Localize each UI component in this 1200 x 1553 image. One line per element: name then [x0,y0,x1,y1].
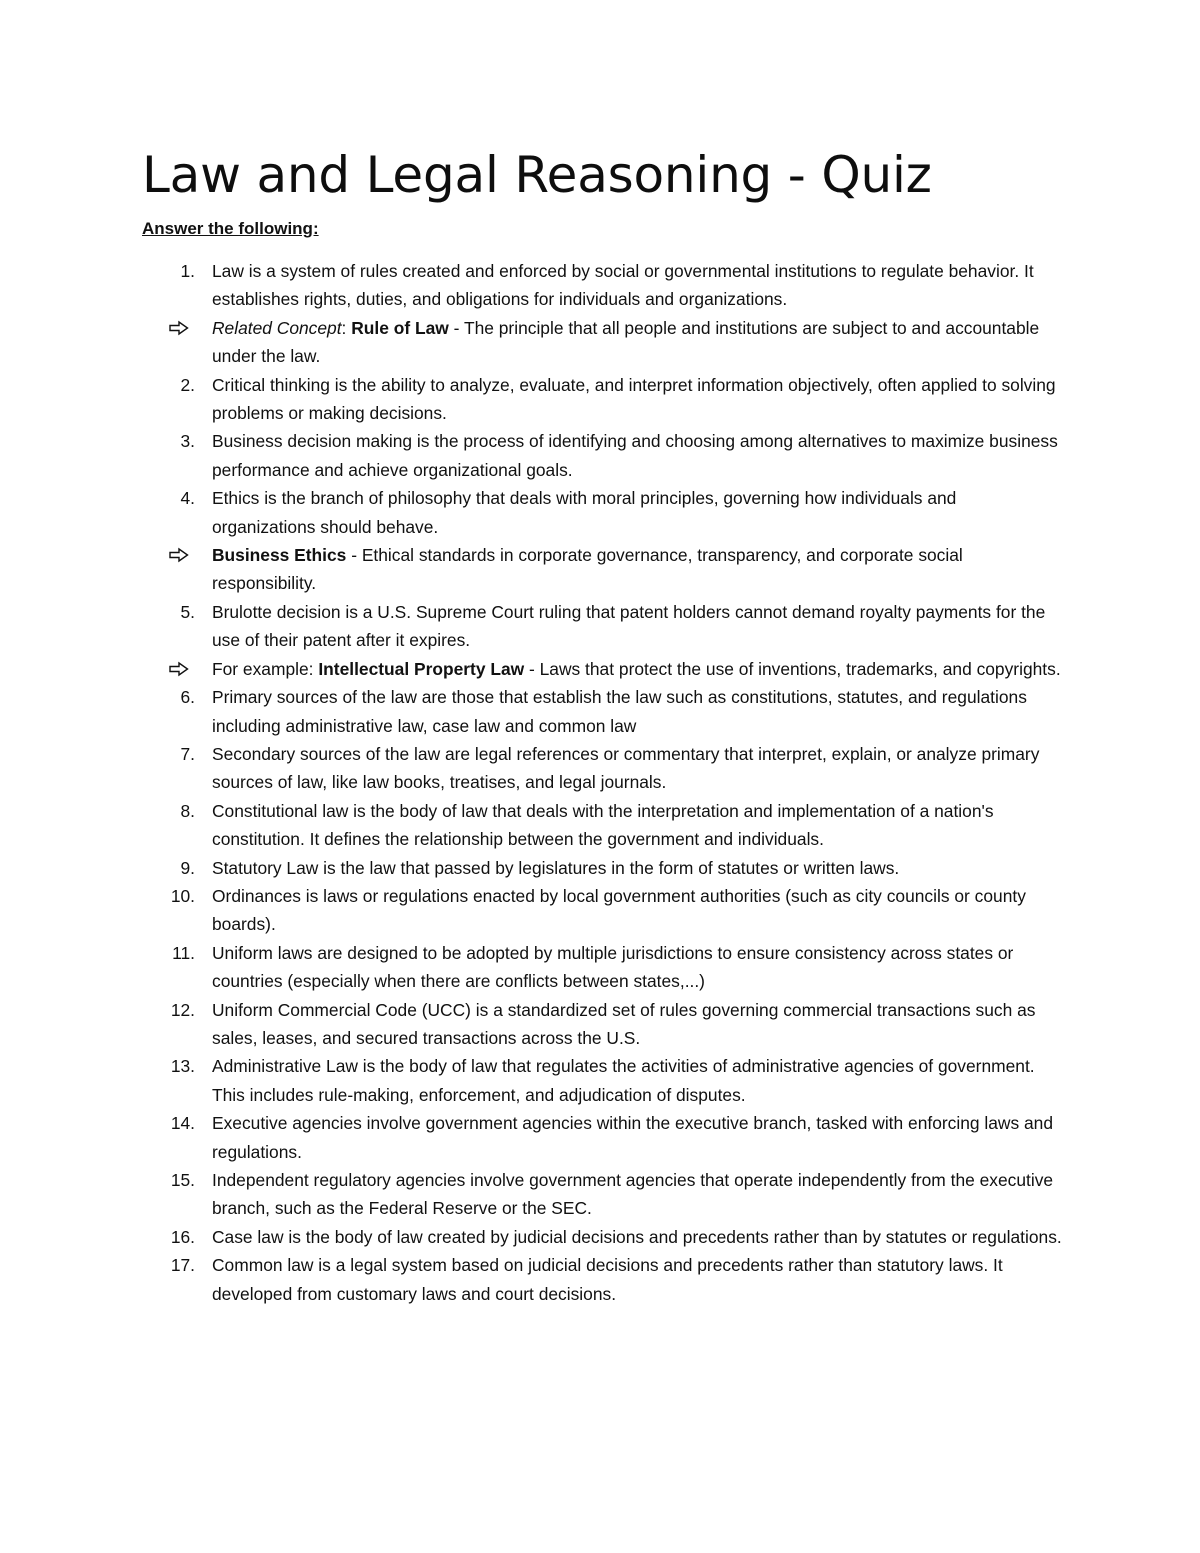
list-number: 5. [180,601,195,622]
item-text: Uniform Commercial Code (UCC) is a standardized set of rules governing commercial transactions such as sales, leases, and secured transactions across the U.S. [212,999,1036,1048]
business-ethics-item [142,541,1062,598]
list-number: 16. [170,1226,195,1247]
item-text: Case law is the body of law created by judicial decisions and precedents rather than by statutes or regulations. [212,1226,1062,1247]
arrow-bullet [142,541,190,569]
list-number: 1. [180,261,195,281]
list-item-12 [142,996,1062,1053]
list-number: 4. [180,488,195,509]
item-text: Ordinances is laws or regulations enacted by local government authorities (such as city councils or county boards). [212,885,1026,935]
list-item-15 [142,1166,1062,1223]
quiz-answer-list [142,257,1062,1308]
right-arrow-outline-icon [168,661,190,677]
item-term: Intellectual Property Law [318,658,525,679]
item-lead-separator: : [341,317,352,338]
right-arrow-outline-icon [168,320,190,336]
list-number: 14. [170,1113,195,1134]
related-concept-item [142,314,1062,371]
list-item-2 [142,371,1062,428]
item-text: Statutory Law is the law that passed by legislatures in the form of statutes or written laws. [212,857,900,878]
list-number: 3. [180,431,195,452]
item-term: Rule of Law [351,317,449,338]
arrow-bullet [142,655,190,683]
item-text: Law is a system of rules created and enforced by social or governmental institutions to regulate behavior. It establishes rights, duties, and obligations for individuals and organizations. [212,261,1034,310]
list-item-14 [142,1109,1062,1166]
list-number: 6. [180,687,195,708]
list-number: 17. [170,1255,195,1276]
item-lead-label: For example: [212,658,319,679]
example-item [142,655,1062,683]
list-number: 11. [172,942,195,963]
item-text: Constitutional law is the body of law that deals with the interpretation and implementation of a nation's constitution. It defines the relationship between the government and individuals. [212,800,994,850]
list-number: 2. [180,374,195,395]
item-text: Critical thinking is the ability to analyze, evaluate, and interpret information objectively, often applied to solving problems or making decisions. [212,374,1056,424]
list-number: 8. [180,800,195,821]
list-number: 12. [170,999,195,1020]
list-item-6 [142,683,1062,740]
item-text: Common law is a legal system based on judicial decisions and precedents rather than statutory laws. It developed from customary laws and court decisions. [212,1255,1003,1304]
item-text: Brulotte decision is a U.S. Supreme Court ruling that patent holders cannot demand royalty payments for the use of their patent after it expires. [212,601,1046,651]
list-item-17 [142,1251,1062,1308]
item-term: Business Ethics [212,545,347,566]
item-lead-label: Related Concept [212,317,342,338]
item-text: Secondary sources of the law are legal references or commentary that interpret, explain, or analyze primary sources of law, like law books, treatises, and legal journals. [212,743,1040,793]
item-text: Executive agencies involve government agencies within the executive branch, tasked with enforcing laws and regulations. [212,1113,1054,1162]
list-item-7 [142,740,1062,797]
list-item-9 [142,854,1062,882]
list-number: 9. [180,857,195,878]
list-item-10 [142,882,1062,939]
item-text: Independent regulatory agencies involve government agencies that operate independently from the executive branch, such as the Federal Reserve or the SEC. [212,1170,1054,1219]
item-text: Ethics is the branch of philosophy that deals with moral principles, governing how individuals and organizations should behave. [212,488,957,537]
item-text: - The principle that all people and institutions are subject to and accountable under the law. [212,317,1040,367]
item-text: - Laws that protect the use of inventions, trademarks, and copyrights. [524,658,1061,679]
right-arrow-outline-icon [168,547,190,563]
list-item-1 [142,257,1062,314]
item-text: Primary sources of the law are those that establish the law such as constitutions, statutes, and regulations including administrative law, case law and common law [212,687,1027,736]
arrow-bullet [142,314,190,342]
list-number: 13. [170,1056,195,1077]
item-text: Uniform laws are designed to be adopted by multiple jurisdictions to ensure consistency across states or countries (especially when there are conflicts between states,...) [212,942,1014,992]
list-item-5 [142,598,1062,655]
list-item-16 [142,1223,1062,1251]
item-text: Administrative Law is the body of law that regulates the activities of administrative agencies of government. This includes rule-making, enforcement, and adjudication of disputes. [212,1056,1035,1105]
list-number: 7. [180,743,195,764]
list-item-8 [142,797,1062,854]
instructions-heading: Answer the following: [142,219,319,238]
list-item-11 [142,939,1062,996]
item-text: Business decision making is the process of identifying and choosing among alternatives to maximize business performance and achieve organizational goals. [212,431,1058,480]
item-text: - Ethical standards in corporate governance, transparency, and corporate social responsibility. [212,545,963,594]
list-number: 15. [170,1170,195,1190]
list-item-4 [142,484,1062,541]
list-number: 10. [170,885,195,906]
page-title: Law and Legal Reasoning - Quiz [142,146,932,204]
list-item-3 [142,427,1062,484]
list-item-13 [142,1052,1062,1109]
